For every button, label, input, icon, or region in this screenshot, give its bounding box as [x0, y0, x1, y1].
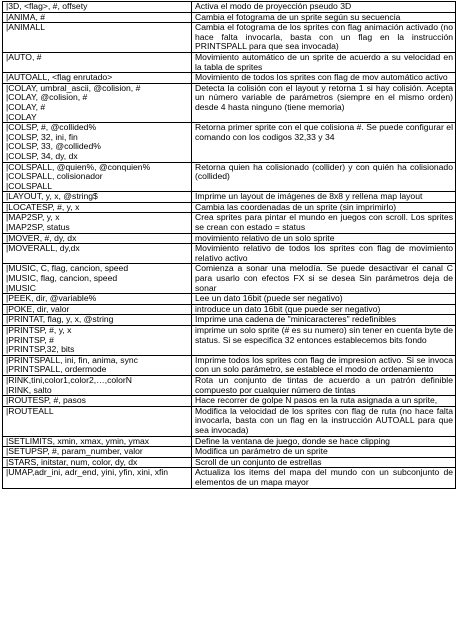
- command-description: Activa el modo de proyección pseudo 3D: [195, 1, 352, 11]
- command-syntax: |PRINTSP, #: [6, 334, 54, 345]
- table-row: [3, 447, 456, 458]
- table-row: [3, 12, 456, 23]
- command-cell: [3, 304, 192, 315]
- description-cell: [192, 2, 456, 13]
- description-cell: [192, 73, 456, 84]
- command-syntax: |RINK, salto: [6, 384, 52, 395]
- command-description: Scroll de un conjunto de estrellas: [195, 457, 322, 467]
- command-syntax: |SETUPSP, #, param_number, valor: [6, 446, 143, 457]
- command-cell: [3, 83, 192, 122]
- command-syntax: |MOVERALL, dy,dx: [6, 243, 80, 254]
- command-description: Crea sprites para pintar el mundo en juegos con scroll. Los sprites se crean con estado = status: [195, 212, 453, 233]
- description-cell: [192, 202, 456, 213]
- command-cell: [3, 12, 192, 23]
- command-description: Movimiento de todos los sprites con flag de mov automático activo: [195, 72, 448, 83]
- command-cell: [3, 73, 192, 84]
- command-description: Cambia el fotograma de los sprites con flag animación activado (no hace falta invocarla, basta con un flag en la instrucción PRINTSPALL para que sea invocada): [195, 22, 453, 52]
- command-reference-table: [2, 1, 456, 489]
- command-description: Imprime todos los sprites con flag de impresion activo. Si se invoca con un solo parámetro, se establece el modo de ordenamiento: [195, 355, 453, 375]
- command-description: imprime un solo sprite (# es su numero) sin tener en cuenta byte de status. Si se especifica 32 entonces establecemos bits fondo: [195, 325, 453, 345]
- table-row: [3, 436, 456, 447]
- command-syntax: |MUSIC, flag, cancion, speed: [6, 273, 118, 284]
- table-row: [3, 244, 456, 264]
- command-syntax: |MAP2SP, status: [6, 222, 70, 233]
- command-syntax: |POKE, dir, valor: [6, 304, 70, 314]
- command-syntax: |SETLIMITS, xmin, xmax, ymin, ymax: [6, 436, 150, 446]
- command-syntax: |ANIMA, #: [6, 12, 46, 22]
- command-description: Imprime una cadena de "minicaracteres" redefinibles: [195, 314, 396, 325]
- command-syntax: |PRINTSP,32, bits: [6, 344, 75, 355]
- command-syntax: |MAP2SP, y, x: [6, 212, 60, 223]
- command-cell: [3, 213, 192, 233]
- description-cell: [192, 192, 456, 203]
- description-cell: [192, 457, 456, 468]
- command-cell: [3, 396, 192, 407]
- command-cell: [3, 233, 192, 244]
- command-cell: [3, 326, 192, 356]
- table-row: [3, 73, 456, 84]
- table-row: [3, 375, 456, 395]
- command-syntax: |AUTO, #: [6, 52, 42, 62]
- command-cell: [3, 294, 192, 305]
- command-cell: [3, 436, 192, 447]
- description-cell: [192, 83, 456, 122]
- table-row: [3, 123, 456, 162]
- table-row: [3, 213, 456, 233]
- command-syntax: |COLAY: [6, 111, 37, 122]
- command-description: Define la ventana de juego, donde se hace clipping: [195, 436, 390, 446]
- command-syntax: |STARS, initstar, num, color, dy, dx: [6, 457, 138, 467]
- command-cell: [3, 375, 192, 395]
- table-row: [3, 294, 456, 305]
- description-cell: [192, 12, 456, 23]
- command-cell: [3, 315, 192, 326]
- table-row: [3, 83, 456, 122]
- description-cell: [192, 213, 456, 233]
- command-syntax: |COLAY, @colision, #: [6, 92, 88, 103]
- command-syntax: |RINK,tini,color1,color2,…,colorN: [6, 375, 132, 385]
- command-cell: [3, 52, 192, 72]
- command-syntax: |MOVER, #, dy, dx: [6, 233, 77, 243]
- command-syntax: |AUTOALL, <flag enrutado>: [6, 72, 113, 83]
- description-cell: [192, 396, 456, 407]
- description-cell: [192, 436, 456, 447]
- command-syntax: |COLSPALL: [6, 180, 53, 191]
- description-cell: [192, 326, 456, 356]
- command-description: Modifica un parámetro de un sprite: [195, 446, 328, 457]
- command-syntax: |COLSP, 33, @collided%: [6, 141, 101, 152]
- description-cell: [192, 315, 456, 326]
- command-syntax: |COLAY, #: [6, 101, 46, 112]
- table-row: [3, 326, 456, 356]
- command-description: Imprime un layout de imágenes de 8x8 y rellena map layout: [195, 191, 423, 202]
- table-row: [3, 304, 456, 315]
- table-row: [3, 457, 456, 468]
- command-cell: [3, 202, 192, 213]
- command-cell: [3, 447, 192, 458]
- table-row: [3, 468, 456, 488]
- command-syntax: |PRINTSPALL, ordermode: [6, 364, 107, 375]
- command-syntax: |COLSP, 32, ini, fin: [6, 131, 78, 142]
- command-reference-body: [3, 2, 456, 489]
- command-syntax: |COLSPALL, @quien%, @conquien%: [6, 162, 151, 172]
- description-cell: [192, 375, 456, 395]
- command-description: Hace recorrer de golpe N pasos en la ruta asignada a un sprite,: [195, 395, 438, 406]
- table-row: [3, 396, 456, 407]
- command-syntax: |PRINTAT, flag, y, x, @string: [6, 314, 114, 325]
- command-syntax: |LOCATESP, #, y, x: [6, 202, 80, 212]
- table-row: [3, 2, 456, 13]
- table-row: [3, 202, 456, 213]
- command-cell: [3, 468, 192, 488]
- table-row: [3, 192, 456, 203]
- description-cell: [192, 233, 456, 244]
- command-cell: [3, 123, 192, 162]
- command-description: Detecta la colisión con el layout y retorna 1 si hay colisión. Acepta un número variable de parámetros (siempre en el mismo orden) desde 4 hasta ninguno (tiene memoria): [195, 83, 453, 112]
- description-cell: [192, 468, 456, 488]
- command-syntax: |PRINTSPALL, ini, fin, anima, sync: [6, 355, 138, 365]
- command-description: Modifica la velocidad de los sprites con flag de ruta (no hace falta invocarla, basta con un flag en la instrucción AUTOALL para que sea invocada): [195, 406, 453, 435]
- description-cell: [192, 123, 456, 162]
- description-cell: [192, 52, 456, 72]
- command-syntax: |COLSPALL, colisionador: [6, 171, 103, 182]
- command-description: Cambia las coordenadas de un sprite (sin imprimirlo): [195, 202, 397, 212]
- command-cell: [3, 23, 192, 53]
- table-row: [3, 264, 456, 294]
- description-cell: [192, 23, 456, 53]
- command-syntax: |COLAY, umbral_ascii, @colision, #: [6, 83, 141, 93]
- table-row: [3, 52, 456, 72]
- command-syntax: |ROUTEALL: [6, 406, 54, 416]
- command-cell: [3, 244, 192, 264]
- description-cell: [192, 244, 456, 264]
- command-cell: [3, 2, 192, 13]
- table-row: [3, 23, 456, 53]
- command-syntax: |ANIMALL: [6, 22, 46, 33]
- command-cell: [3, 406, 192, 436]
- command-description: Comienza a sonar una melodía. Se puede desactivar el canal C para usarlo con efectos FX si se desea Sin parámetros deja de sonar: [195, 263, 453, 293]
- table-row: [3, 162, 456, 192]
- command-cell: [3, 162, 192, 192]
- command-syntax: |ROUTESP, #, pasos: [6, 395, 86, 406]
- description-cell: [192, 406, 456, 436]
- command-cell: [3, 192, 192, 203]
- table-row: [3, 315, 456, 326]
- command-description: Retorna primer sprite con el que colisiona #. Se puede configurar el comando con los codigos 32,33 y 34: [195, 122, 453, 142]
- description-cell: [192, 355, 456, 375]
- command-description: Retorna quien ha colisionado (collider) y con quién ha colisionado (collided): [195, 162, 453, 182]
- command-description: Rota un conjunto de tintas de acuerdo a un patrón definible compuesto por cualquier número de tintas: [195, 375, 453, 395]
- command-syntax: |LAYOUT, y, x, @string$: [6, 191, 98, 202]
- description-cell: [192, 304, 456, 315]
- description-cell: [192, 264, 456, 294]
- command-description: Cambia el fotograma de un sprite según su secuencia: [195, 12, 401, 22]
- command-cell: [3, 457, 192, 468]
- command-syntax: |PEEK, dir, @variable%: [6, 293, 97, 304]
- command-syntax: |3D, <flag>, #, offsety: [6, 1, 88, 11]
- description-cell: [192, 162, 456, 192]
- command-description: introduce un dato 16bit (que puede ser negativo): [195, 304, 381, 314]
- command-description: movimiento relativo de un solo sprite: [195, 233, 335, 243]
- command-cell: [3, 264, 192, 294]
- command-description: Actualiza los items del mapa del mundo con un subconjunto de elementos de un mapa mayor: [195, 467, 453, 487]
- command-description: Lee un dato 16bit (puede ser negativo): [195, 293, 343, 304]
- table-row: [3, 355, 456, 375]
- description-cell: [192, 447, 456, 458]
- table-row: [3, 233, 456, 244]
- command-syntax: |PRINTSP, #, y, x: [6, 325, 72, 335]
- command-syntax: |COLSP, 34, dy, dx: [6, 150, 78, 161]
- command-description: Movimiento relativo de todos los sprites con flag de movimiento relativo activo: [195, 243, 453, 263]
- description-cell: [192, 294, 456, 305]
- command-syntax: |COLSP, #, @collided%: [6, 122, 97, 133]
- command-syntax: |MUSIC, C, flag, cancion, speed: [6, 263, 129, 274]
- command-description: Movimiento automático de un sprite de acuerdo a su velocidad en la tabla de sprites: [195, 52, 453, 72]
- command-cell: [3, 355, 192, 375]
- command-syntax: |UMAP,adr_ini, adr_end, yini, yfin, xini, xfin: [6, 467, 169, 478]
- command-syntax: |MUSIC: [6, 282, 36, 293]
- table-row: [3, 406, 456, 436]
